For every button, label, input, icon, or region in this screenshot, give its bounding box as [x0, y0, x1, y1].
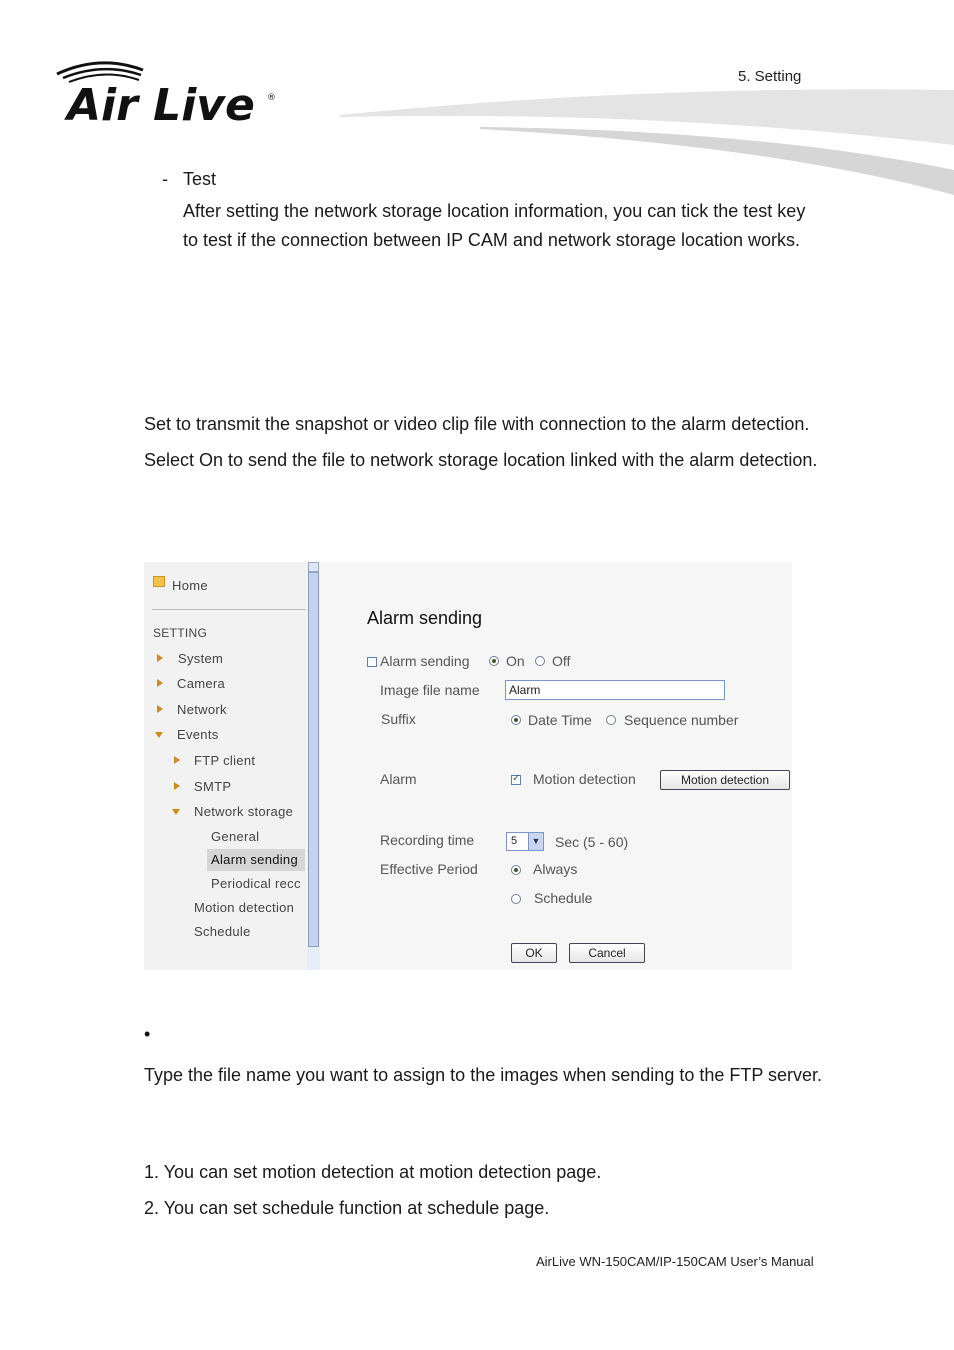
- scrollbar-thumb[interactable]: [308, 572, 319, 947]
- sidebar-item-alarm-sending[interactable]: Alarm sending: [207, 849, 305, 871]
- suffix-datetime-radio[interactable]: [511, 715, 521, 725]
- bullet-point: •: [144, 1024, 151, 1044]
- sidebar-item-periodical-recording[interactable]: Periodical recc: [211, 876, 301, 891]
- effective-period-label: Effective Period: [380, 861, 478, 877]
- page-footer: AirLive WN-150CAM/IP-150CAM User’s Manual: [536, 1254, 814, 1269]
- cancel-button[interactable]: Cancel: [569, 943, 645, 963]
- scroll-up-icon[interactable]: [308, 562, 319, 572]
- sidebar-item-home[interactable]: Home: [172, 578, 208, 593]
- sidebar-item-network[interactable]: Network: [177, 702, 227, 717]
- recording-time-select[interactable]: [506, 832, 544, 851]
- alarm-label: Alarm: [380, 771, 417, 787]
- svg-text:Air Live: Air Live: [67, 80, 255, 130]
- alarm-off-radio[interactable]: [535, 656, 545, 666]
- test-description: After setting the network storage location information, you can tick the test key to test if the connection between IP CAM and network storage location works.: [183, 201, 806, 250]
- sidebar-item-smtp[interactable]: SMTP: [194, 779, 232, 794]
- collapse-arrow-icon[interactable]: [172, 809, 180, 815]
- recording-time-unit: Sec (5 - 60): [555, 834, 629, 850]
- recording-time-label: Recording time: [380, 832, 475, 848]
- chapter-heading: 5. Setting: [738, 68, 802, 85]
- svg-text:®: ®: [267, 93, 276, 103]
- motion-detection-label: Motion detection: [533, 771, 636, 787]
- collapse-arrow-icon[interactable]: [155, 732, 163, 738]
- suffix-sequence-label: Sequence number: [624, 712, 739, 728]
- alarm-sending-label: Alarm sending: [380, 653, 470, 669]
- alarm-off-label: Off: [552, 653, 571, 669]
- sidebar-divider: [152, 609, 306, 610]
- suffix-sequence-radio[interactable]: [606, 715, 616, 725]
- image-file-name-input[interactable]: Alarm: [505, 680, 725, 700]
- motion-detection-button[interactable]: Motion detection: [660, 770, 790, 790]
- sidebar-item-ftp-client[interactable]: FTP client: [194, 753, 256, 768]
- note-schedule: 2. You can set schedule function at schedule page.: [144, 1198, 550, 1218]
- sidebar-item-events[interactable]: Events: [177, 727, 219, 742]
- period-schedule-label: Schedule: [534, 890, 593, 906]
- sidebar-item-camera[interactable]: Camera: [177, 676, 226, 691]
- sidebar-item-network-storage[interactable]: Network storage: [194, 804, 294, 819]
- expand-arrow-icon[interactable]: [157, 705, 163, 713]
- suffix-label: Suffix: [381, 711, 416, 727]
- expand-arrow-icon[interactable]: [174, 756, 180, 764]
- period-always-label: Always: [533, 861, 578, 877]
- chevron-down-icon[interactable]: ▼: [528, 833, 543, 850]
- motion-detection-checkbox[interactable]: [511, 775, 521, 785]
- period-schedule-radio[interactable]: [511, 894, 521, 904]
- recording-time-value: 5: [511, 835, 518, 847]
- alarm-sending-screenshot: [144, 562, 792, 970]
- airlive-logo: [55, 60, 285, 130]
- home-icon: [153, 576, 165, 587]
- sidebar-item-general[interactable]: General: [211, 829, 260, 844]
- sidebar-section-setting: SETTING: [153, 626, 208, 640]
- list-dash: -: [162, 169, 168, 189]
- expand-arrow-icon[interactable]: [174, 782, 180, 790]
- alarm-on-radio[interactable]: [489, 656, 499, 666]
- period-always-radio[interactable]: [511, 865, 521, 875]
- sidebar-item-motion-detection[interactable]: Motion detection: [194, 900, 295, 915]
- header-swoosh-decoration: [340, 85, 954, 200]
- alarm-sending-checkbox[interactable]: [367, 657, 377, 667]
- note-motion-detection: 1. You can set motion detection at motion detection page.: [144, 1162, 602, 1182]
- ok-button[interactable]: OK: [511, 943, 557, 963]
- image-file-name-description: Type the file name you want to assign to the images when sending to the FTP server.: [144, 1065, 823, 1085]
- image-file-name-label: Image file name: [380, 682, 480, 698]
- sidebar-item-system[interactable]: System: [178, 651, 224, 666]
- sidebar-item-schedule[interactable]: Schedule: [194, 924, 251, 939]
- suffix-datetime-label: Date Time: [528, 712, 592, 728]
- alarm-sending-intro: Set to transmit the snapshot or video clip file with connection to the alarm detection. Select On to send the file to network storage location linked with the alarm detection.: [144, 414, 818, 470]
- expand-arrow-icon[interactable]: [157, 654, 163, 662]
- alarm-on-label: On: [506, 653, 525, 669]
- form-title: Alarm sending: [367, 608, 483, 628]
- test-title: Test: [183, 169, 217, 189]
- expand-arrow-icon[interactable]: [157, 679, 163, 687]
